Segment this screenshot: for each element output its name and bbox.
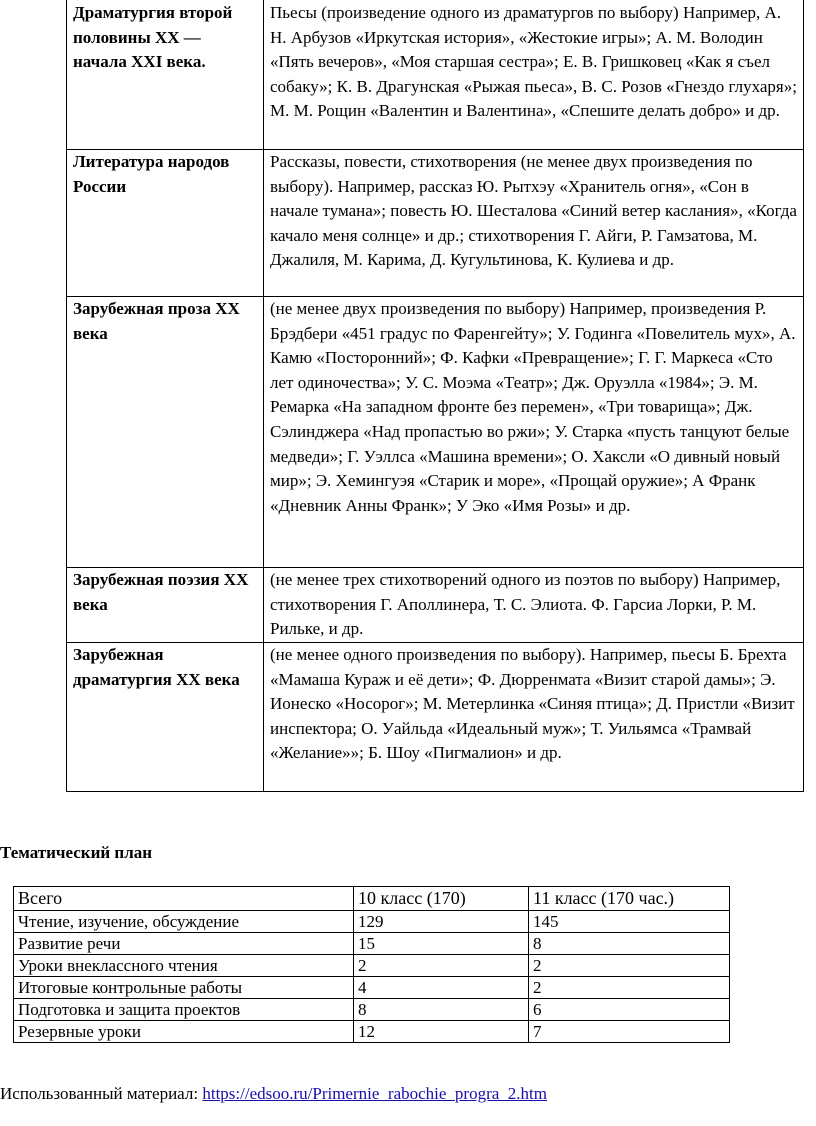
table-row [67, 297, 804, 568]
plan-header-grade10: 10 класс (170) [354, 887, 529, 911]
plan-header-row [14, 887, 730, 911]
table-row [67, 150, 804, 297]
thematic-plan-table [13, 886, 730, 1043]
plan-hours-11: 7 [529, 1021, 730, 1043]
plan-row [14, 933, 730, 955]
plan-row [14, 977, 730, 999]
description-cell: Рассказы, повести, стихотворения (не менее двух произведения по выбору). Например, рассказ Ю. Рытхэу «Хранитель огня», «Сон в начале тумана»; повесть Ю. Шесталова «Синий ветер каслания», «Когда качало меня солнце» и др.; стихотворения Г. Айги, Р. Гамзатова, М. Джалиля, М. Карима, Д. Кугультинова, К. Кулиева и др. [264, 150, 804, 297]
plan-activity: Итоговые контрольные работы [14, 977, 354, 999]
plan-hours-11: 2 [529, 977, 730, 999]
description-cell: (не менее трех стихотворений одного из поэтов по выбору) Например, стихотворения Г. Аполлинера, Т. С. Элиота. Ф. Гарсиа Лорки, Р. М. Рильке, и др. [264, 568, 804, 643]
thematic-plan-heading: Тематический план [0, 843, 153, 862]
source-label: Использованный материал: [0, 1084, 203, 1103]
description-cell: (не менее одного произведения по выбору). Например, пьесы Б. Брехта «Мамаша Кураж и её дети»; Ф. Дюрренмата «Визит старой дамы»; Э. Ионеско «Носорог»; М. Метерлинка «Синяя птица»; Д. Пристли «Визит инспектора; О. Уайльда «Идеальный муж»; Т. Уильямса «Трамвай «Желание»»; Б. Шоу «Пигмалион» и др. [264, 643, 804, 792]
plan-hours-11: 8 [529, 933, 730, 955]
plan-row [14, 955, 730, 977]
topic-cell: Зарубежная поэзия ХХ века [67, 568, 264, 643]
plan-row [14, 911, 730, 933]
plan-hours-10: 4 [354, 977, 529, 999]
plan-hours-10: 129 [354, 911, 529, 933]
plan-activity: Резервные уроки [14, 1021, 354, 1043]
source-link[interactable]: https://edsoo.ru/Primernie_rabochie_progra_2.htm [202, 1084, 547, 1103]
description-cell: Пьесы (произведение одного из драматургов по выбору) Например, А. Н. Арбузов «Иркутская история», «Жестокие игры»; А. М. Володин «Пять вечеров», «Моя старшая сестра»; Е. В. Гришковец «Как я съел собаку»; К. В. Драгунская «Рыжая пьеса», В. С. Розов «Гнездо глухаря»; М. М. Рощин «Валентин и Валентина», «Спешите делать добро» и др. [264, 0, 804, 150]
plan-hours-10: 12 [354, 1021, 529, 1043]
plan-activity: Уроки внеклассного чтения [14, 955, 354, 977]
plan-hours-11: 145 [529, 911, 730, 933]
table-row [67, 643, 804, 792]
plan-hours-10: 2 [354, 955, 529, 977]
plan-activity: Подготовка и защита проектов [14, 999, 354, 1021]
description-cell: (не менее двух произведения по выбору) Например, произведения Р. Брэдбери «451 градус по Фаренгейту»; У. Годинга «Повелитель мух», А. Камю «Посторонний»; Ф. Кафки «Превращение»; Г. Г. Маркеса «Сто лет одиночества»; У. С. Моэма «Театр»; Дж. Оруэлла «1984»; Э. М. Ремарка «На западном фронте без перемен», «Три товарища»; Дж. Сэлинджера «Над пропастью во ржи»; У. Старка «пусть танцуют белые медведи»; Г. Уэллса «Машина времени»; О. Хаксли «О дивный новый мир»; Э. Хемингуэя «Старик и море», «Прощай оружие»; А Франк «Дневник Анны Франк»; У Эко «Имя Розы» и др. [264, 297, 804, 568]
topic-cell: Литература народов России [67, 150, 264, 297]
source-line [0, 1084, 547, 1104]
plan-row [14, 1021, 730, 1043]
table-row [67, 568, 804, 643]
topic-cell: Зарубежная драматургия ХХ века [67, 643, 264, 792]
topic-cell: Драматургия второй половины ХХ — начала ХХI века. [67, 0, 264, 150]
plan-activity: Чтение, изучение, обсуждение [14, 911, 354, 933]
plan-hours-11: 2 [529, 955, 730, 977]
topic-cell: Зарубежная проза ХХ века [67, 297, 264, 568]
plan-hours-10: 8 [354, 999, 529, 1021]
table-row [67, 0, 804, 150]
literature-content-table [66, 0, 804, 792]
plan-activity: Развитие речи [14, 933, 354, 955]
plan-hours-11: 6 [529, 999, 730, 1021]
plan-hours-10: 15 [354, 933, 529, 955]
plan-header-total: Всего [14, 887, 354, 911]
plan-header-grade11: 11 класс (170 час.) [529, 887, 730, 911]
plan-row [14, 999, 730, 1021]
